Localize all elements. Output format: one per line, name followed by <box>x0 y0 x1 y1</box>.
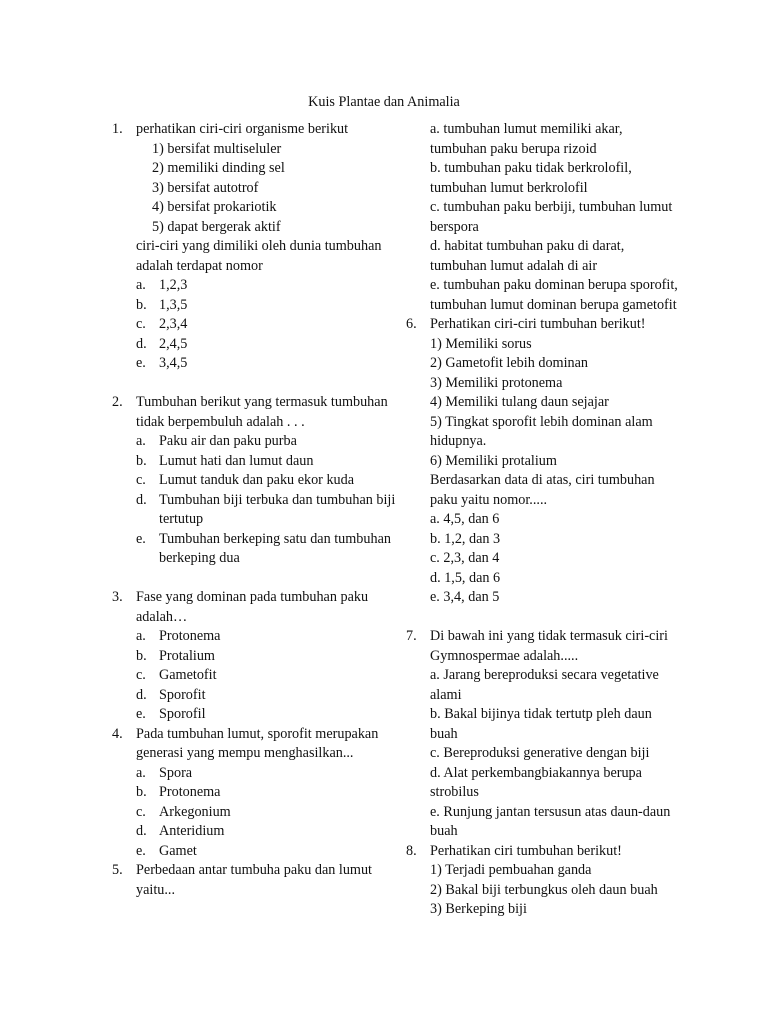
statement: 3) Memiliki protonema <box>430 374 563 391</box>
statement: 1) Terjadi pembuahan ganda <box>430 862 592 878</box>
option-letter: e. <box>136 355 146 371</box>
question-number: 1. <box>112 121 123 137</box>
question-number: 2. <box>112 394 123 410</box>
option-text: Sporofit <box>159 686 206 703</box>
answer-option <box>136 822 397 842</box>
option-letter: b. <box>136 784 147 800</box>
spacer <box>112 374 397 394</box>
option-letter: a. <box>136 764 146 781</box>
option-text: Tumbuhan berkeping satu dan tumbuhan berkeping dua <box>159 530 391 566</box>
answer-option <box>136 296 397 316</box>
question-prompt: ciri-ciri yang dimiliki oleh dunia tumbuhan adalah terdapat nomor <box>136 238 382 274</box>
left-column <box>112 120 397 900</box>
answer-option: b. Bakal bijinya tidak tertutp pleh daun buah <box>430 706 652 742</box>
statement: 1) bersifat multiseluler <box>152 140 282 157</box>
statement: 2) Gametofit lebih dominan <box>430 355 588 371</box>
option-text: 2,3,4 <box>159 316 188 332</box>
option-letter: a. <box>136 277 146 293</box>
option-letter: d. <box>136 491 147 508</box>
option-text: 1,2,3 <box>159 277 188 293</box>
answer-option <box>136 432 397 452</box>
question-5 <box>112 861 397 900</box>
option-letter: b. <box>136 296 147 313</box>
statement: 2) memiliki dinding sel <box>152 160 285 176</box>
option-letter: e. <box>136 530 146 547</box>
option-text: Spora <box>159 764 193 781</box>
answer-option <box>136 764 397 784</box>
answer-options <box>136 764 397 862</box>
answer-options <box>136 276 397 374</box>
spacer <box>406 608 678 628</box>
question-number: 7. <box>406 628 417 644</box>
option-letter: c. <box>136 667 146 683</box>
question-number: 6. <box>406 316 417 332</box>
answer-option <box>136 354 397 374</box>
option-text: Gametofit <box>159 667 217 683</box>
question-2 <box>112 393 397 569</box>
answer-option: a. 4,5, dan 6 <box>430 511 500 527</box>
option-text: Protalium <box>159 647 215 664</box>
answer-option: d. 1,5, dan 6 <box>430 569 501 586</box>
statement: 5) Tingkat sporofit lebih dominan alam hidupnya. <box>430 413 653 449</box>
option-letter: c. <box>136 803 146 820</box>
statement: 4) Memiliki tulang daun sejajar <box>430 394 609 410</box>
answer-option <box>136 452 397 472</box>
option-text: Lumut tanduk dan paku ekor kuda <box>159 472 355 488</box>
spacer <box>112 569 397 589</box>
option-text: Anteridium <box>159 823 225 839</box>
answer-option: c. Bereproduksi generative dengan biji <box>430 745 650 761</box>
answer-options <box>136 627 397 725</box>
question-stem: Perhatikan ciri tumbuhan berikut! <box>430 842 622 859</box>
answer-option <box>136 471 397 491</box>
question-8 <box>406 842 678 920</box>
answer-option: c. 2,3, dan 4 <box>430 550 500 566</box>
statement: 5) dapat bergerak aktif <box>152 218 281 235</box>
question-3 <box>112 588 397 725</box>
answer-option <box>136 842 397 862</box>
statement: 1) Memiliki sorus <box>430 335 532 352</box>
option-letter: b. <box>136 647 147 664</box>
option-letter: d. <box>136 335 147 352</box>
option-letter: c. <box>136 316 146 332</box>
answer-option: a. tumbuhan lumut memiliki akar, tumbuhan paku berupa rizoid <box>430 121 623 157</box>
answer-option: e. Runjung jantan tersusun atas daun-daun buah <box>430 803 671 839</box>
document-title: Kuis Plantae dan Animalia <box>308 94 460 110</box>
question-stem: perhatikan ciri-ciri organisme berikut <box>136 121 349 137</box>
option-letter: c. <box>136 472 146 488</box>
answer-option: e. 3,4, dan 5 <box>430 589 500 605</box>
statement: 3) Berkeping biji <box>430 901 527 917</box>
option-letter: e. <box>136 706 146 722</box>
answer-option <box>136 491 397 530</box>
statement: 3) bersifat autotrof <box>152 179 259 196</box>
question-stem: Tumbuhan berikut yang termasuk tumbuhan tidak berpembuluh adalah . . . <box>136 394 388 430</box>
answer-option: a. Jarang bereproduksi secara vegetative alami <box>430 667 659 703</box>
option-text: Protonema <box>159 784 221 800</box>
answer-option: c. tumbuhan paku berbiji, tumbuhan lumut berspora <box>430 199 673 235</box>
option-letter: d. <box>136 823 147 839</box>
question-prompt: Berdasarkan data di atas, ciri tumbuhan paku yaitu nomor..... <box>430 472 655 508</box>
option-text: 2,4,5 <box>159 335 188 352</box>
answer-option <box>136 335 397 355</box>
option-letter: b. <box>136 452 147 469</box>
answer-option <box>136 666 397 686</box>
statement: 6) Memiliki protalium <box>430 452 557 469</box>
answer-option <box>136 627 397 647</box>
option-text: Sporofil <box>159 706 206 722</box>
option-text: 1,3,5 <box>159 296 188 313</box>
option-text: 3,4,5 <box>159 355 188 371</box>
question-4 <box>112 725 397 862</box>
option-text: Protonema <box>159 628 221 644</box>
answer-option <box>136 686 397 706</box>
question-stem: Pada tumbuhan lumut, sporofit merupakan generasi yang mempu menghasilkan... <box>136 725 379 761</box>
question-5-options <box>406 120 678 315</box>
question-6 <box>406 315 678 608</box>
option-text: Paku air dan paku purba <box>159 433 297 449</box>
answer-option <box>136 530 397 569</box>
statement-list <box>136 140 397 238</box>
answer-option <box>136 315 397 335</box>
answer-option <box>136 705 397 725</box>
answer-options <box>136 432 397 569</box>
option-letter: e. <box>136 842 146 859</box>
option-letter: a. <box>136 433 146 449</box>
question-number: 4. <box>112 725 123 742</box>
question-stem: Perhatikan ciri-ciri tumbuhan berikut! <box>430 316 646 332</box>
statement: 2) Bakal biji terbungkus oleh daun buah <box>430 881 658 898</box>
option-letter: a. <box>136 628 146 644</box>
answer-option: e. tumbuhan paku dominan berupa sporofit, tumbuhan lumut dominan berupa gametofit <box>430 277 678 313</box>
statement: 4) bersifat prokariotik <box>152 199 277 215</box>
answer-option: d. Alat perkembangbiakannya berupa strobilus <box>430 764 642 800</box>
question-number: 3. <box>112 589 123 605</box>
answer-option: b. 1,2, dan 3 <box>430 530 501 547</box>
question-stem: Di bawah ini yang tidak termasuk ciri-ciri Gymnospermae adalah..... <box>430 628 668 664</box>
question-number: 8. <box>406 842 417 859</box>
right-column <box>406 120 678 920</box>
answer-option <box>136 803 397 823</box>
question-number: 5. <box>112 862 123 878</box>
option-letter: d. <box>136 686 147 703</box>
option-text: Lumut hati dan lumut daun <box>159 452 314 469</box>
answer-option <box>136 276 397 296</box>
answer-option <box>136 783 397 803</box>
answer-option: b. tumbuhan paku tidak berkrolofil, tumbuhan lumut berkrolofil <box>430 160 632 196</box>
answer-option: d. habitat tumbuhan paku di darat, tumbuhan lumut adalah di air <box>430 238 625 274</box>
question-7 <box>406 627 678 842</box>
option-text: Tumbuhan biji terbuka dan tumbuhan biji tertutup <box>159 491 396 527</box>
question-stem: Perbedaan antar tumbuha paku dan lumut yaitu... <box>136 862 372 898</box>
answer-option <box>136 647 397 667</box>
question-stem: Fase yang dominan pada tumbuhan paku adalah… <box>136 589 369 625</box>
question-1 <box>112 120 397 374</box>
option-text: Gamet <box>159 842 197 859</box>
option-text: Arkegonium <box>159 803 231 820</box>
